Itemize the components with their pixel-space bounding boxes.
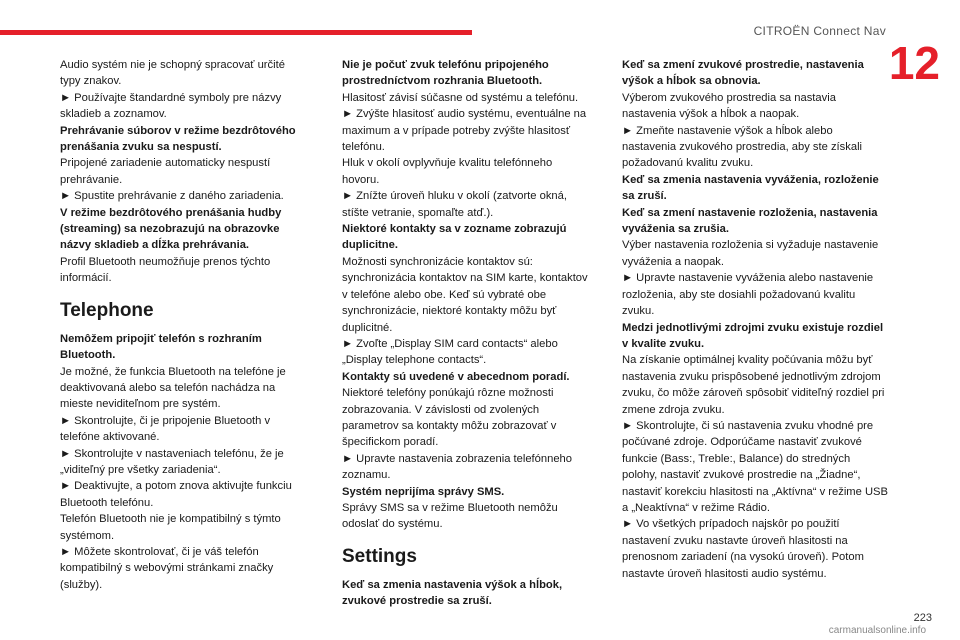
instruction-step: ► Skontrolujte, či je pripojenie Bluetooth v telefóne aktivované. bbox=[60, 414, 271, 444]
body-paragraph: Audio systém nie je schopný spracovať určité typy znakov. bbox=[60, 59, 285, 88]
instruction-step: ► Znížte úroveň hluku v okolí (zatvorte okná, stíšte vetranie, spomaľte atď.). bbox=[342, 190, 567, 219]
question-heading: Nemôžem pripojiť telefón s rozhraním Bluetooth. bbox=[60, 332, 262, 362]
section-heading: Telephone bbox=[60, 299, 154, 321]
question-heading: Nie je počuť zvuk telefónu pripojeného prostredníctvom rozhrania Bluetooth. bbox=[342, 59, 549, 88]
body-paragraph: Na získanie optimálnej kvality počúvania môžu byť nastavenia zvuku prispôsobené jednotlivým zdrojom zvuku, čo môže zároveň spôsobiť viditeľný rozdiel pri zmene zdroja zvuku. bbox=[622, 354, 885, 416]
question-heading: V režime bezdrôtového prenášania hudby (streaming) sa nezobrazujú na obrazovke názvy skladieb a dĺžka prehrávania. bbox=[60, 206, 282, 252]
instruction-step: ► Spustite prehrávanie z daného zariadenia. bbox=[60, 190, 284, 203]
body-paragraph: Výberom zvukového prostredia sa nastavia nastavenia výšok a hĺbok a naopak. bbox=[622, 91, 836, 121]
watermark: carmanualsonline.info bbox=[828, 625, 926, 636]
body-paragraph: Profil Bluetooth neumožňuje prenos týchto informácií. bbox=[60, 255, 271, 285]
header-accent-bar bbox=[0, 30, 472, 35]
instruction-step: ► Zvýšte hlasitosť audio systému, eventuálne na maximum a v prípade potreby zvýšte hlasitosť telefónu. bbox=[342, 108, 587, 154]
question-heading: Keď sa zmení nastavenie rozloženia, nastavenia vyváženia sa zrušia. bbox=[622, 206, 878, 236]
question-heading: Medzi jednotlivými zdrojmi zvuku existuje rozdiel v kvalite zvuku. bbox=[622, 321, 884, 350]
instruction-step: ► Môžete skontrolovať, či je váš telefón kompatibilný s webovými stránkami značky (služby). bbox=[60, 545, 274, 591]
instruction-step: ► Upravte nastavenia zobrazenia telefónneho zoznamu. bbox=[342, 452, 572, 482]
instruction-step: ► Skontrolujte, či sú nastavenia zvuku vhodné pre počúvané zdroje. Odporúčame nastaviť zvukové funkcie (Bass:, Treble:, Balance) do stredných polohy, nastaviť zvukové prostredie na „Žiadne“, nastaviť korekciu hlasitosti na „Aktívna“ v režime USB a „Neaktívna“ v režime Rádio. bbox=[622, 419, 888, 514]
body-paragraph: Hlasitosť závisí súčasne od systému a telefónu. bbox=[342, 91, 579, 104]
text-column-2 bbox=[342, 57, 588, 610]
instruction-step: ► Používajte štandardné symboly pre názvy skladieb a zoznamov. bbox=[60, 91, 282, 121]
instruction-step: ► Zvoľte „Display SIM card contacts“ alebo „Display telephone contacts“. bbox=[342, 337, 558, 367]
chapter-number: 12 bbox=[888, 37, 940, 89]
body-paragraph: Pripojené zariadenie automaticky nespustí prehrávanie. bbox=[60, 157, 271, 186]
body-paragraph: Niektoré telefóny ponúkajú rôzne možnosti zobrazovania. V závislosti od zvolených parametrov sa kontakty môžu zobrazovať v špecifickom poradí. bbox=[342, 387, 557, 449]
text-column-3 bbox=[622, 57, 888, 582]
question-heading: Niektoré kontakty sa v zozname zobrazujú duplicitne. bbox=[342, 223, 567, 252]
body-paragraph: Hluk v okolí ovplyvňuje kvalitu telefónneho hovoru. bbox=[342, 157, 553, 186]
question-heading: Keď sa zmení zvukové prostredie, nastavenia výšok a hĺbok sa obnovia. bbox=[622, 59, 864, 88]
instruction-step: ► Deaktivujte, a potom znova aktivujte funkciu Bluetooth telefónu. bbox=[60, 480, 292, 509]
text-column-1 bbox=[60, 57, 306, 593]
body-paragraph: Správy SMS sa v režime Bluetooth nemôžu odoslať do systému. bbox=[342, 501, 558, 531]
body-paragraph: Možnosti synchronizácie kontaktov sú: synchronizácia kontaktov na SIM karte, kontaktov v telefóne alebo obe. Keď sú vybraté obe synchronizácie, niektoré kontakty môžu byť duplicitné. bbox=[342, 255, 588, 334]
question-heading: Kontakty sú uvedené v abecednom poradí. bbox=[342, 370, 570, 383]
question-heading: Keď sa zmenia nastavenia vyváženia, rozloženie sa zruší. bbox=[622, 173, 879, 203]
question-heading: Keď sa zmenia nastavenia výšok a hĺbok, zvukové prostredie sa zruší. bbox=[342, 578, 563, 608]
instruction-step: ► Skontrolujte v nastaveniach telefónu, že je „viditeľný pre všetky zariadenia“. bbox=[60, 447, 284, 476]
body-paragraph: Výber nastavenia rozloženia si vyžaduje nastavenie vyváženia a naopak. bbox=[622, 239, 879, 268]
instruction-step: ► Zmeňte nastavenie výšok a hĺbok alebo nastavenia zvukového prostredia, aby ste získali požadovanú kvalitu zvuku. bbox=[622, 124, 863, 170]
section-heading: Settings bbox=[342, 545, 417, 567]
body-paragraph: Je možné, že funkcia Bluetooth na telefóne je deaktivovaná alebo sa telefón nachádza na mieste neviditeľnom pre systém. bbox=[60, 365, 286, 411]
instruction-step: ► Upravte nastavenie vyváženia alebo nastavenie rozloženia, aby ste dosiahli požadovanú kvalitu zvuku. bbox=[622, 272, 874, 318]
body-paragraph: Telefón Bluetooth nie je kompatibilný s týmto systémom. bbox=[60, 513, 281, 542]
document-header-title: CITROËN Connect Nav bbox=[753, 24, 886, 38]
question-heading: Prehrávanie súborov v režime bezdrôtového prenášania zvuku sa nespustí. bbox=[60, 124, 296, 154]
page-number: 223 bbox=[913, 612, 932, 624]
question-heading: Systém neprijíma správy SMS. bbox=[342, 485, 505, 498]
instruction-step: ► Vo všetkých prípadoch najskôr po použití nastavení zvuku nastavte úroveň hlasitosti na prenosnom zariadení (na vysokú úroveň). Potom nastavte úroveň hlasitosti audio systému. bbox=[622, 518, 864, 580]
